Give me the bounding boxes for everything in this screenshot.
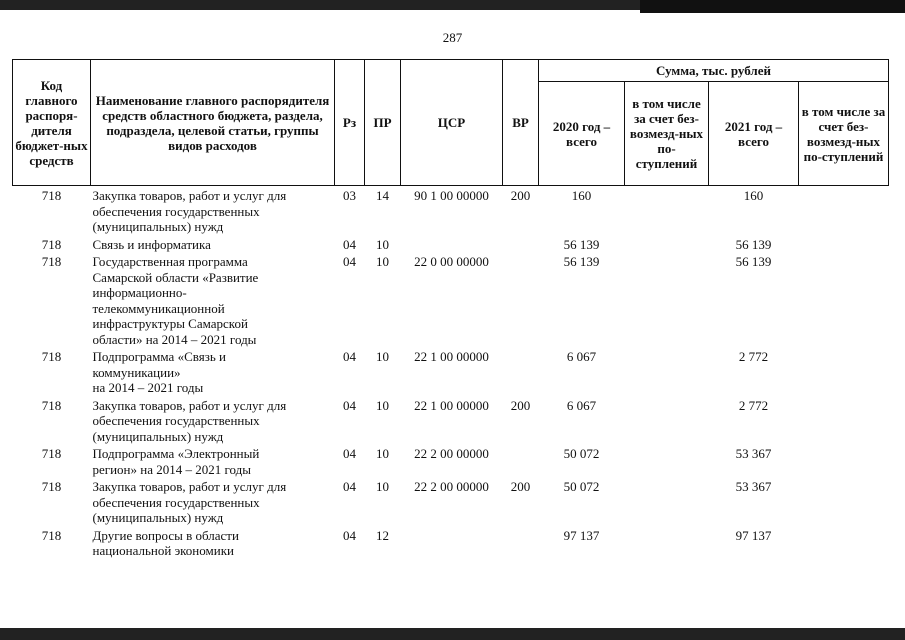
cell-name: Закупка товаров, работ и услуг для обеспечения государственных (муниципальных) нужд (92, 479, 287, 525)
header-sum: Сумма, тыс. рублей (539, 60, 889, 82)
cell-csr: 22 2 00 00000 (414, 446, 489, 461)
cell-2021-grants (799, 398, 889, 447)
cell-2020-grants (625, 254, 709, 349)
cell-csr (401, 528, 503, 561)
scan-top-border-thick (640, 0, 905, 13)
cell-2021-total: 56 139 (735, 254, 772, 269)
cell-rz: 04 (343, 446, 356, 461)
cell-2020-total: 6 067 (566, 349, 597, 364)
cell-pr: 10 (376, 236, 389, 252)
cell-2021-total: 53 367 (735, 446, 772, 461)
cell-code: 718 (41, 236, 62, 252)
cell-vr (503, 446, 539, 479)
cell-code: 718 (41, 188, 62, 203)
cell-2021-grants (799, 479, 889, 528)
cell-rz: 04 (343, 527, 356, 543)
cell-vr (503, 254, 539, 349)
cell-2021-grants (799, 186, 889, 237)
cell-2020-grants (625, 446, 709, 479)
cell-pr: 10 (376, 349, 389, 364)
page-number: 287 (442, 30, 463, 45)
cell-2021-total: 97 137 (735, 527, 772, 543)
cell-2020-total: 50 072 (563, 479, 600, 494)
cell-rz: 04 (343, 397, 356, 413)
cell-2021-total: 53 367 (735, 479, 772, 494)
cell-2021-grants (799, 446, 889, 479)
cell-name: Подпрограмма «Электронный регион» на 2014 – 2021 годы (92, 446, 260, 477)
cell-code: 718 (41, 479, 62, 494)
cell-vr (503, 528, 539, 561)
table-row (13, 446, 889, 479)
cell-name: Закупка товаров, работ и услуг для обеспечения государственных (муниципальных) нужд (92, 188, 287, 234)
cell-vr: 200 (510, 188, 531, 203)
cell-csr: 22 1 00 00000 (414, 349, 489, 364)
cell-2021-total: 160 (743, 188, 764, 203)
table-row (13, 528, 889, 561)
cell-2021-total: 2 772 (738, 397, 769, 413)
cell-name: Закупка товаров, работ и услуг для обеспечения государственных (муниципальных) нужд (92, 397, 287, 444)
cell-vr: 200 (510, 479, 531, 494)
cell-rz: 04 (343, 479, 356, 494)
cell-2020-grants (625, 479, 709, 528)
cell-vr: 200 (510, 397, 531, 413)
cell-csr: 22 2 00 00000 (414, 479, 489, 494)
cell-2021-total: 2 772 (738, 349, 769, 364)
header-rz: Рз (335, 60, 365, 186)
header-2020-total: 2020 год – всего (539, 82, 625, 186)
cell-pr: 10 (376, 446, 389, 461)
table-header (13, 60, 889, 186)
cell-code: 718 (41, 349, 62, 364)
header-csr: ЦСР (401, 60, 503, 186)
cell-2020-grants (625, 349, 709, 398)
cell-rz: 04 (343, 236, 356, 252)
cell-2021-grants (799, 349, 889, 398)
cell-pr: 10 (376, 254, 389, 269)
cell-2021-grants (799, 528, 889, 561)
table-row (13, 398, 889, 447)
cell-name: Связь и информатика (92, 236, 211, 252)
cell-pr: 12 (376, 527, 389, 543)
cell-code: 718 (41, 397, 62, 413)
budget-table (12, 59, 889, 561)
cell-csr: 22 0 00 00000 (414, 254, 489, 269)
cell-2020-total: 56 139 (563, 236, 600, 252)
table-row (13, 237, 889, 255)
header-2021-total: 2021 год – всего (709, 82, 799, 186)
cell-2020-grants (625, 398, 709, 447)
cell-2021-grants (799, 254, 889, 349)
cell-name: Подпрограмма «Связь и коммуникации» на 2014 – 2021 годы (92, 349, 226, 395)
header-vr: ВР (503, 60, 539, 186)
header-code: Код главного распоря-дителя бюджет-ных средств (13, 60, 91, 186)
cell-2020-total: 160 (571, 188, 592, 203)
table-body (13, 186, 889, 561)
cell-csr (401, 237, 503, 255)
cell-vr (503, 349, 539, 398)
table-row (13, 254, 889, 349)
table-row (13, 349, 889, 398)
table-row (13, 479, 889, 528)
cell-2021-grants (799, 237, 889, 255)
cell-rz: 03 (343, 188, 356, 203)
header-pr: ПР (365, 60, 401, 186)
cell-rz: 04 (343, 254, 356, 269)
cell-2020-grants (625, 528, 709, 561)
cell-2020-total: 97 137 (563, 527, 600, 543)
cell-2020-total: 6 067 (566, 397, 597, 413)
cell-csr: 22 1 00 00000 (414, 397, 489, 413)
header-2020-grants: в том числе за счет без-возмезд-ных по-ступлений (625, 82, 709, 186)
cell-2020-grants (625, 186, 709, 237)
cell-pr: 14 (376, 188, 389, 203)
header-2021-grants: в том числе за счет без-возмезд-ных по-ступлений (799, 82, 889, 186)
cell-rz: 04 (343, 349, 356, 364)
cell-pr: 10 (376, 397, 389, 413)
cell-pr: 10 (376, 479, 389, 494)
cell-2020-total: 50 072 (563, 446, 600, 461)
cell-csr: 90 1 00 00000 (414, 188, 489, 203)
cell-2021-total: 56 139 (735, 236, 772, 252)
cell-name: Другие вопросы в области национальной экономики (92, 527, 239, 558)
cell-vr (503, 237, 539, 255)
cell-code: 718 (41, 527, 62, 543)
cell-2020-total: 56 139 (563, 254, 600, 269)
cell-2020-grants (625, 237, 709, 255)
scan-bottom-border (0, 628, 905, 640)
cell-code: 718 (41, 254, 62, 269)
cell-name: Государственная программа Самарской области «Развитие информационно- телекоммуникационной инфраструктуры Самарской области» на 2014 – 2021 годы (92, 254, 259, 347)
table-row (13, 186, 889, 237)
cell-code: 718 (41, 446, 62, 461)
header-name: Наименование главного распорядителя средств областного бюджета, раздела, подраздела, целевой статьи, группы видов расходов (91, 60, 335, 186)
